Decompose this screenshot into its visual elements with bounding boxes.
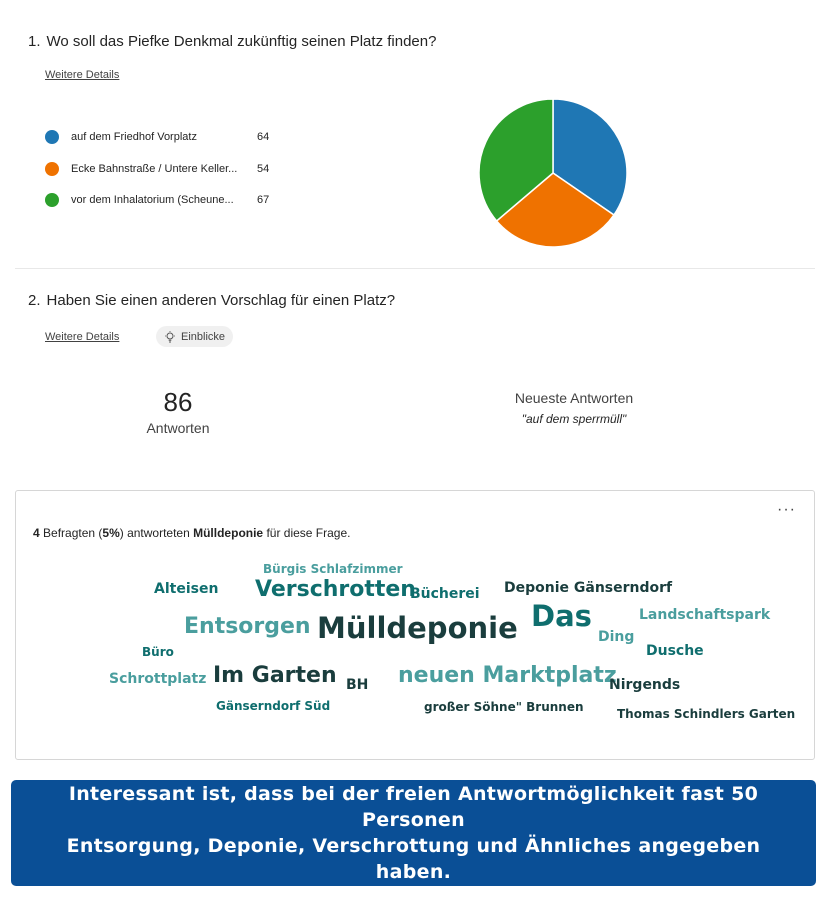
insights-button[interactable]: [156, 326, 233, 347]
word-cloud-card: [15, 490, 815, 760]
summary-word: Mülldeponie: [193, 526, 264, 540]
response-count: 86: [163, 387, 193, 417]
summary-text-1: Befragten (: [39, 526, 103, 540]
pie-chart: [477, 97, 629, 249]
word-cloud-word[interactable]: Ding: [598, 629, 635, 645]
latest-response-text: "auf dem sperrmüll": [521, 412, 627, 426]
legend-swatch: [45, 130, 59, 144]
question-2-title: [28, 292, 395, 309]
word-cloud-word[interactable]: Deponie Gänserndorf: [504, 580, 673, 596]
summary-count: 4: [33, 526, 40, 540]
legend-label: vor dem Inhalatorium (Scheune...: [71, 194, 234, 206]
word-cloud-word[interactable]: Alteisen: [154, 581, 219, 597]
legend-count: 67: [257, 194, 270, 206]
latest-responses-block: [474, 390, 674, 426]
word-cloud-word[interactable]: neuen Marktplatz: [398, 663, 617, 688]
legend-item: [45, 128, 287, 146]
word-cloud-word[interactable]: Verschrotten: [255, 577, 416, 602]
legend-label: auf dem Friedhof Vorplatz: [71, 131, 197, 143]
summary-percent: 5%: [102, 526, 120, 540]
word-cloud-word[interactable]: Nirgends: [609, 677, 681, 693]
word-cloud-word[interactable]: Dusche: [646, 643, 704, 659]
question-1-text: Wo soll das Piefke Denkmal zukünftig seinen Platz finden?: [46, 33, 437, 50]
word-cloud-word[interactable]: Mülldeponie: [317, 611, 518, 645]
question-2-number: 2.: [28, 292, 41, 309]
summary-text-3: für diese Frage.: [263, 526, 351, 540]
word-cloud-word[interactable]: Bücherei: [410, 586, 480, 602]
question-2-details-link[interactable]: Weitere Details: [45, 331, 120, 343]
word-cloud-summary: [33, 526, 350, 540]
conclusion-line-2: Entsorgung, Deponie, Verschrottung und Ähnliches angegeben haben.: [66, 835, 761, 883]
insights-label: Einblicke: [181, 330, 226, 343]
legend-swatch: [45, 162, 59, 176]
question-2-text: Haben Sie einen anderen Vorschlag für einen Platz?: [46, 292, 396, 309]
legend-item: [45, 160, 287, 178]
response-count-block: [118, 388, 238, 436]
response-count-label: Antworten: [146, 420, 210, 436]
conclusion-banner: [11, 780, 816, 886]
word-cloud-word[interactable]: Bürgis Schlafzimmer: [263, 562, 403, 576]
legend-count: 54: [257, 163, 270, 175]
conclusion-text: [31, 781, 796, 885]
conclusion-line-1: Interessant ist, dass bei der freien Antwortmöglichkeit fast 50 Personen: [68, 783, 759, 831]
question-1-number: 1.: [28, 33, 41, 50]
word-cloud-word[interactable]: Landschaftspark: [639, 607, 771, 623]
word-cloud-word[interactable]: Gänserndorf Süd: [216, 699, 331, 713]
legend-label: Ecke Bahnstraße / Untere Keller...: [71, 163, 238, 175]
word-cloud-word[interactable]: Das: [531, 599, 592, 633]
legend-swatch: [45, 193, 59, 207]
legend-item: [45, 191, 287, 209]
word-cloud-word[interactable]: Büro: [142, 645, 174, 659]
more-options-icon[interactable]: ···: [777, 501, 796, 518]
word-cloud-word[interactable]: BH: [346, 677, 369, 693]
lightbulb-icon: [164, 331, 176, 343]
word-cloud-word[interactable]: Im Garten: [213, 663, 337, 688]
latest-responses-title: Neueste Antworten: [514, 390, 634, 406]
question-1-details-link[interactable]: Weitere Details: [45, 69, 120, 81]
question-1-title: [28, 33, 436, 50]
section-divider: [15, 268, 815, 269]
word-cloud-word[interactable]: Entsorgen: [184, 614, 311, 639]
summary-text-2: ) antworteten: [119, 526, 194, 540]
word-cloud-word[interactable]: großer Söhne" Brunnen: [424, 700, 584, 714]
word-cloud-word[interactable]: Thomas Schindlers Garten: [617, 707, 796, 721]
word-cloud-word[interactable]: Schrottplatz: [109, 671, 207, 687]
legend-count: 64: [257, 131, 270, 143]
